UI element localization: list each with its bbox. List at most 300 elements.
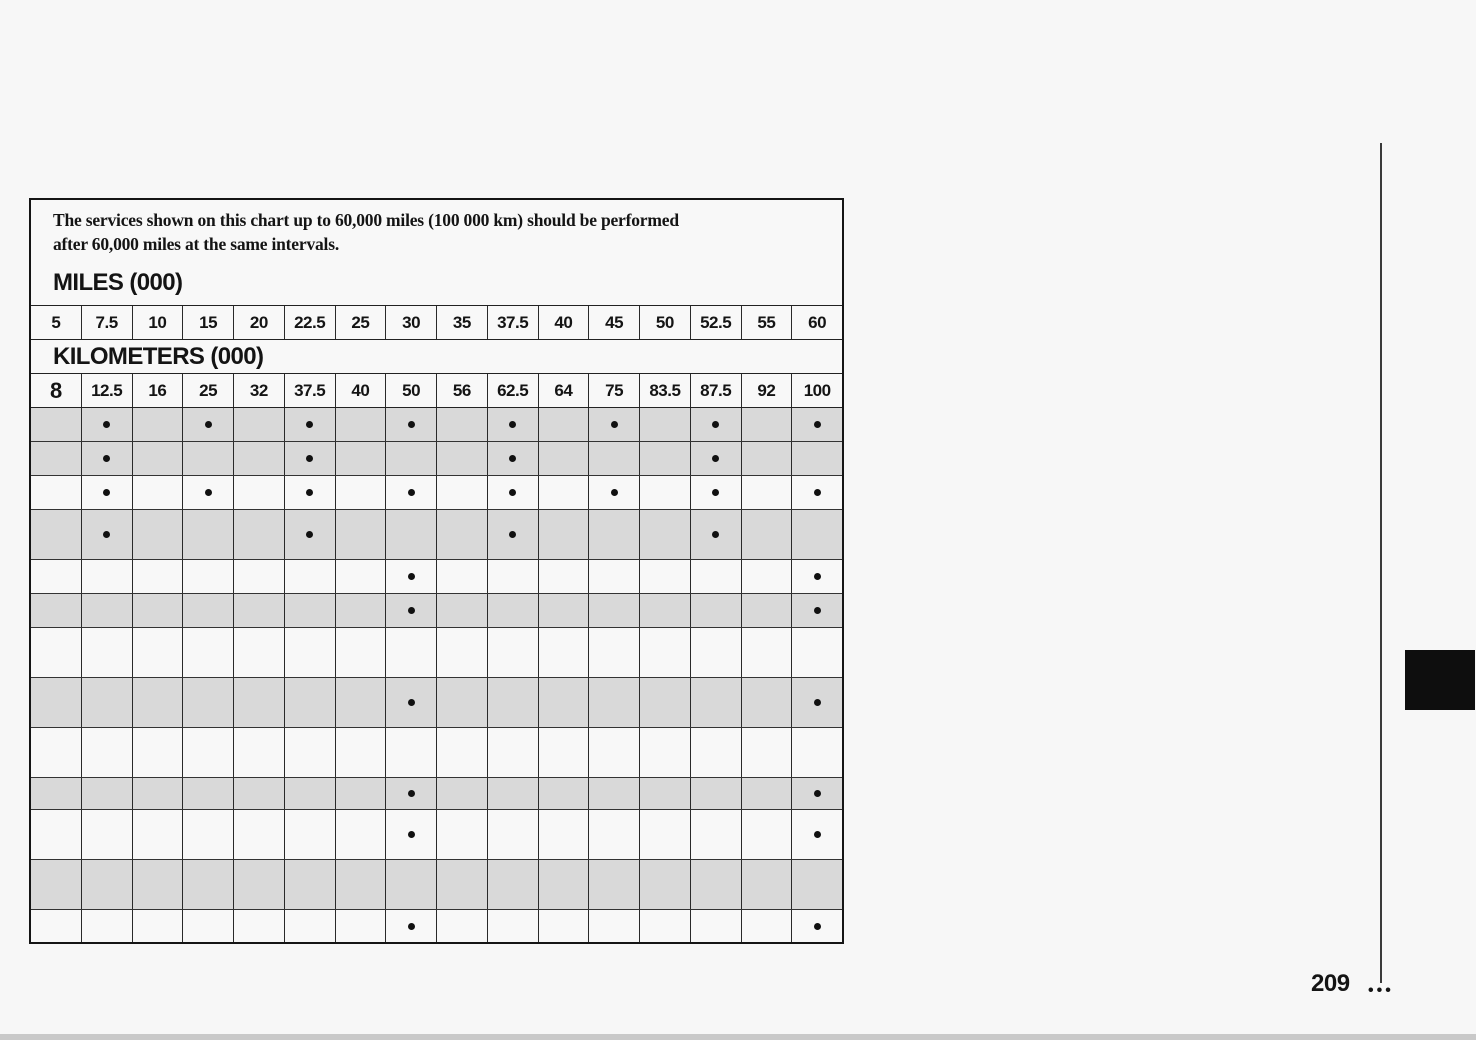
service-cell bbox=[690, 442, 741, 475]
service-cell bbox=[436, 442, 487, 475]
kilometers-interval-cell: 87.5 bbox=[690, 374, 741, 407]
service-cell bbox=[588, 910, 639, 942]
service-cell bbox=[791, 628, 842, 677]
kilometers-title-text: KILOMETERS (000) bbox=[53, 343, 264, 370]
service-required-dot bbox=[509, 489, 516, 496]
service-cell bbox=[791, 408, 842, 441]
service-row bbox=[31, 860, 842, 910]
service-cell bbox=[132, 560, 183, 593]
service-cell bbox=[182, 560, 233, 593]
service-cell bbox=[31, 910, 81, 942]
service-cell bbox=[233, 860, 284, 909]
service-cell bbox=[639, 910, 690, 942]
service-cell bbox=[436, 810, 487, 859]
service-cell bbox=[284, 810, 335, 859]
service-required-dot bbox=[103, 455, 110, 462]
service-cell bbox=[791, 560, 842, 593]
service-cell bbox=[588, 678, 639, 727]
service-cell bbox=[588, 594, 639, 627]
service-cell bbox=[487, 560, 538, 593]
service-cell bbox=[639, 594, 690, 627]
service-cell bbox=[284, 408, 335, 441]
page-number: 209 bbox=[1311, 970, 1350, 997]
service-required-dot bbox=[509, 455, 516, 462]
service-cell bbox=[31, 860, 81, 909]
service-required-dot bbox=[712, 489, 719, 496]
service-cell bbox=[81, 778, 132, 809]
service-cell bbox=[233, 408, 284, 441]
service-cell bbox=[487, 678, 538, 727]
service-cell bbox=[284, 860, 335, 909]
service-cell bbox=[81, 408, 132, 441]
service-cell bbox=[233, 476, 284, 509]
kilometers-interval-cell: 37.5 bbox=[284, 374, 335, 407]
service-cell bbox=[132, 910, 183, 942]
service-row bbox=[31, 678, 842, 728]
kilometers-title bbox=[31, 340, 842, 374]
service-cell bbox=[436, 560, 487, 593]
service-cell bbox=[284, 910, 335, 942]
service-cell bbox=[791, 442, 842, 475]
service-cell bbox=[741, 910, 792, 942]
kilometers-header-row bbox=[31, 374, 842, 408]
service-cell bbox=[690, 408, 741, 441]
service-cell bbox=[538, 510, 589, 559]
service-cell bbox=[284, 628, 335, 677]
service-cell bbox=[588, 476, 639, 509]
miles-interval-cell: 60 bbox=[791, 306, 842, 339]
service-cell bbox=[791, 510, 842, 559]
service-cell bbox=[385, 728, 436, 777]
service-cell bbox=[182, 778, 233, 809]
service-cell bbox=[81, 594, 132, 627]
service-cell bbox=[182, 408, 233, 441]
service-row bbox=[31, 628, 842, 678]
service-cell bbox=[385, 476, 436, 509]
service-cell bbox=[31, 628, 81, 677]
service-cell bbox=[791, 476, 842, 509]
service-cell bbox=[233, 778, 284, 809]
service-cell bbox=[487, 810, 538, 859]
service-cell bbox=[487, 510, 538, 559]
service-cell bbox=[791, 810, 842, 859]
service-cell bbox=[31, 810, 81, 859]
service-required-dot bbox=[712, 421, 719, 428]
kilometers-interval-cell: 64 bbox=[538, 374, 589, 407]
service-cell bbox=[182, 860, 233, 909]
service-cell bbox=[233, 728, 284, 777]
service-cell bbox=[284, 476, 335, 509]
service-cell bbox=[182, 510, 233, 559]
service-cell bbox=[284, 778, 335, 809]
miles-interval-cell: 10 bbox=[132, 306, 183, 339]
service-cell bbox=[690, 678, 741, 727]
service-cell bbox=[335, 442, 386, 475]
miles-interval-cell: 30 bbox=[385, 306, 436, 339]
service-cell bbox=[741, 778, 792, 809]
miles-interval-cell: 7.5 bbox=[81, 306, 132, 339]
service-cell bbox=[132, 678, 183, 727]
service-required-dot bbox=[408, 923, 415, 930]
service-cell bbox=[690, 910, 741, 942]
service-cell bbox=[385, 442, 436, 475]
kilometers-interval-cell: 62.5 bbox=[487, 374, 538, 407]
service-cell bbox=[385, 860, 436, 909]
service-row bbox=[31, 778, 842, 810]
service-cell bbox=[31, 728, 81, 777]
service-row bbox=[31, 442, 842, 476]
service-cell bbox=[182, 728, 233, 777]
miles-title bbox=[31, 252, 842, 306]
service-row bbox=[31, 560, 842, 594]
service-cell bbox=[233, 628, 284, 677]
service-cell bbox=[81, 910, 132, 942]
service-cell bbox=[639, 476, 690, 509]
service-cell bbox=[588, 510, 639, 559]
service-required-dot bbox=[408, 831, 415, 838]
service-cell bbox=[284, 560, 335, 593]
service-cell bbox=[588, 778, 639, 809]
service-cell bbox=[385, 594, 436, 627]
service-cell bbox=[31, 510, 81, 559]
service-cell bbox=[233, 510, 284, 559]
service-cell bbox=[487, 594, 538, 627]
service-cell bbox=[538, 628, 589, 677]
service-required-dot bbox=[611, 421, 618, 428]
service-cell bbox=[436, 476, 487, 509]
service-cell bbox=[31, 560, 81, 593]
kilometers-interval-cell: 8 bbox=[50, 377, 62, 403]
service-cell bbox=[335, 560, 386, 593]
kilometers-interval-cell: 32 bbox=[233, 374, 284, 407]
miles-title-text: MILES (000) bbox=[53, 269, 183, 296]
service-cell bbox=[639, 728, 690, 777]
service-cell bbox=[385, 910, 436, 942]
service-cell bbox=[81, 678, 132, 727]
service-cell bbox=[538, 810, 589, 859]
service-cell bbox=[335, 678, 386, 727]
service-required-dot bbox=[712, 531, 719, 538]
service-cell bbox=[741, 860, 792, 909]
service-cell bbox=[436, 728, 487, 777]
service-required-dot bbox=[611, 489, 618, 496]
service-cell bbox=[81, 560, 132, 593]
service-cell bbox=[182, 910, 233, 942]
kilometers-interval-cell: 25 bbox=[182, 374, 233, 407]
service-cell bbox=[588, 560, 639, 593]
service-cell bbox=[436, 860, 487, 909]
service-cell bbox=[791, 860, 842, 909]
service-cell bbox=[588, 628, 639, 677]
service-cell bbox=[182, 476, 233, 509]
service-cell bbox=[741, 442, 792, 475]
service-required-dot bbox=[408, 607, 415, 614]
service-required-dot bbox=[814, 831, 821, 838]
service-cell bbox=[385, 778, 436, 809]
kilometers-interval-cell: 12.5 bbox=[81, 374, 132, 407]
service-cell bbox=[791, 678, 842, 727]
miles-interval-cell: 5 bbox=[51, 312, 61, 332]
service-cell bbox=[741, 408, 792, 441]
service-cell bbox=[436, 678, 487, 727]
service-cell bbox=[132, 860, 183, 909]
service-cell bbox=[385, 408, 436, 441]
service-cell bbox=[284, 510, 335, 559]
service-cell bbox=[487, 778, 538, 809]
service-cell bbox=[385, 560, 436, 593]
service-cell bbox=[639, 628, 690, 677]
service-cell bbox=[81, 442, 132, 475]
service-cell bbox=[791, 910, 842, 942]
service-row bbox=[31, 910, 842, 942]
service-cell bbox=[639, 778, 690, 809]
service-cell bbox=[132, 476, 183, 509]
service-cell bbox=[284, 728, 335, 777]
miles-interval-cell: 55 bbox=[741, 306, 792, 339]
service-cell bbox=[791, 594, 842, 627]
page-continuation-dots: ••• bbox=[1368, 982, 1394, 999]
service-cell bbox=[132, 510, 183, 559]
service-cell bbox=[436, 408, 487, 441]
service-required-dot bbox=[509, 531, 516, 538]
service-cell bbox=[233, 560, 284, 593]
service-cell bbox=[132, 408, 183, 441]
service-cell bbox=[335, 628, 386, 677]
service-row bbox=[31, 510, 842, 560]
service-required-dot bbox=[205, 421, 212, 428]
intro-line-2: after 60,000 miles at the same intervals. bbox=[53, 234, 339, 254]
miles-interval-cell: 15 bbox=[182, 306, 233, 339]
service-cell bbox=[335, 860, 386, 909]
service-required-dot bbox=[814, 607, 821, 614]
service-required-dot bbox=[814, 923, 821, 930]
service-cell bbox=[487, 728, 538, 777]
service-cell bbox=[81, 860, 132, 909]
service-cell bbox=[31, 594, 81, 627]
service-cell bbox=[132, 778, 183, 809]
service-cell bbox=[81, 728, 132, 777]
service-cell bbox=[132, 728, 183, 777]
service-cell bbox=[690, 778, 741, 809]
service-cell bbox=[538, 442, 589, 475]
service-cell bbox=[588, 442, 639, 475]
service-row bbox=[31, 594, 842, 628]
kilometers-interval-cell: 100 bbox=[791, 374, 842, 407]
service-cell bbox=[182, 810, 233, 859]
service-required-dot bbox=[306, 531, 313, 538]
kilometers-interval-cell: 50 bbox=[385, 374, 436, 407]
service-required-dot bbox=[306, 455, 313, 462]
service-cell bbox=[335, 408, 386, 441]
service-required-dot bbox=[509, 421, 516, 428]
service-cell bbox=[182, 594, 233, 627]
service-cell bbox=[81, 628, 132, 677]
service-cell bbox=[639, 810, 690, 859]
service-cell bbox=[639, 510, 690, 559]
service-cell bbox=[538, 678, 589, 727]
service-required-dot bbox=[103, 421, 110, 428]
service-cell bbox=[233, 678, 284, 727]
service-cell bbox=[741, 728, 792, 777]
service-row bbox=[31, 810, 842, 860]
service-cell bbox=[588, 860, 639, 909]
service-cell bbox=[284, 594, 335, 627]
service-cell bbox=[335, 510, 386, 559]
service-cell bbox=[182, 442, 233, 475]
service-cell bbox=[538, 778, 589, 809]
section-tab-marker bbox=[1405, 650, 1475, 710]
kilometers-interval-cell: 75 bbox=[588, 374, 639, 407]
service-required-dot bbox=[408, 489, 415, 496]
service-cell bbox=[335, 476, 386, 509]
miles-interval-cell: 25 bbox=[335, 306, 386, 339]
service-cell bbox=[284, 442, 335, 475]
service-cell bbox=[791, 778, 842, 809]
service-cell bbox=[31, 678, 81, 727]
service-cell bbox=[436, 594, 487, 627]
service-cell bbox=[436, 628, 487, 677]
service-cell bbox=[487, 910, 538, 942]
service-cell bbox=[487, 408, 538, 441]
service-cell bbox=[690, 810, 741, 859]
service-cell bbox=[335, 728, 386, 777]
service-cell bbox=[588, 408, 639, 441]
service-cell bbox=[233, 810, 284, 859]
miles-interval-cell: 50 bbox=[639, 306, 690, 339]
service-cell bbox=[132, 594, 183, 627]
service-cell bbox=[487, 442, 538, 475]
service-required-dot bbox=[408, 421, 415, 428]
kilometers-interval-cell: 83.5 bbox=[639, 374, 690, 407]
service-required-dot bbox=[103, 531, 110, 538]
service-cell bbox=[31, 476, 81, 509]
service-cell bbox=[690, 476, 741, 509]
miles-header-row bbox=[31, 306, 842, 340]
service-cell bbox=[233, 910, 284, 942]
service-cell bbox=[639, 408, 690, 441]
service-required-dot bbox=[814, 421, 821, 428]
service-cell bbox=[487, 628, 538, 677]
service-cell bbox=[132, 628, 183, 677]
service-cell bbox=[690, 728, 741, 777]
service-cell bbox=[639, 860, 690, 909]
service-cell bbox=[385, 510, 436, 559]
service-cell bbox=[741, 810, 792, 859]
service-cell bbox=[690, 628, 741, 677]
service-required-dot bbox=[408, 790, 415, 797]
service-rows bbox=[31, 408, 842, 942]
service-cell bbox=[81, 510, 132, 559]
service-required-dot bbox=[306, 489, 313, 496]
service-cell bbox=[81, 476, 132, 509]
kilometers-interval-cell: 16 bbox=[132, 374, 183, 407]
service-cell bbox=[182, 678, 233, 727]
service-cell bbox=[132, 810, 183, 859]
service-cell bbox=[741, 628, 792, 677]
service-cell bbox=[588, 728, 639, 777]
service-required-dot bbox=[712, 455, 719, 462]
service-cell bbox=[385, 678, 436, 727]
service-required-dot bbox=[408, 573, 415, 580]
chart-intro-text bbox=[31, 200, 842, 252]
service-cell bbox=[690, 560, 741, 593]
kilometers-interval-cell: 40 bbox=[335, 374, 386, 407]
service-cell bbox=[233, 442, 284, 475]
maintenance-schedule-chart bbox=[29, 198, 844, 944]
service-cell bbox=[538, 594, 589, 627]
service-cell bbox=[487, 476, 538, 509]
service-cell bbox=[639, 442, 690, 475]
service-cell bbox=[335, 778, 386, 809]
kilometers-interval-cell: 56 bbox=[436, 374, 487, 407]
service-cell bbox=[690, 510, 741, 559]
service-cell bbox=[31, 778, 81, 809]
service-cell bbox=[335, 910, 386, 942]
service-cell bbox=[81, 810, 132, 859]
service-required-dot bbox=[408, 699, 415, 706]
service-cell bbox=[538, 728, 589, 777]
miles-interval-cell: 40 bbox=[538, 306, 589, 339]
service-cell bbox=[690, 594, 741, 627]
service-cell bbox=[741, 476, 792, 509]
service-cell bbox=[233, 594, 284, 627]
service-cell bbox=[436, 778, 487, 809]
miles-interval-cell: 37.5 bbox=[487, 306, 538, 339]
service-cell bbox=[741, 594, 792, 627]
service-cell bbox=[538, 910, 589, 942]
service-cell bbox=[538, 476, 589, 509]
service-cell bbox=[588, 810, 639, 859]
service-cell bbox=[436, 510, 487, 559]
miles-interval-cell: 45 bbox=[588, 306, 639, 339]
service-row bbox=[31, 476, 842, 510]
service-cell bbox=[538, 560, 589, 593]
service-required-dot bbox=[205, 489, 212, 496]
service-cell bbox=[436, 910, 487, 942]
service-cell bbox=[31, 442, 81, 475]
miles-interval-cell: 20 bbox=[233, 306, 284, 339]
service-required-dot bbox=[814, 489, 821, 496]
service-cell bbox=[385, 628, 436, 677]
service-required-dot bbox=[814, 790, 821, 797]
miles-interval-cell: 35 bbox=[436, 306, 487, 339]
service-cell bbox=[487, 860, 538, 909]
service-row bbox=[31, 728, 842, 778]
service-cell bbox=[182, 628, 233, 677]
intro-line-1: The services shown on this chart up to 60,000 miles (100 000 km) should be performed bbox=[53, 210, 679, 230]
page-margin-line bbox=[1380, 143, 1382, 983]
service-cell bbox=[538, 860, 589, 909]
service-required-dot bbox=[814, 699, 821, 706]
service-row bbox=[31, 408, 842, 442]
service-cell bbox=[31, 408, 81, 441]
kilometers-interval-cell: 92 bbox=[741, 374, 792, 407]
service-cell bbox=[132, 442, 183, 475]
service-cell bbox=[690, 860, 741, 909]
bottom-scan-edge bbox=[0, 1034, 1476, 1040]
miles-interval-cell: 22.5 bbox=[284, 306, 335, 339]
service-cell bbox=[639, 560, 690, 593]
service-cell bbox=[335, 810, 386, 859]
service-cell bbox=[538, 408, 589, 441]
service-required-dot bbox=[306, 421, 313, 428]
service-cell bbox=[741, 510, 792, 559]
service-cell bbox=[284, 678, 335, 727]
service-cell bbox=[639, 678, 690, 727]
service-cell bbox=[741, 560, 792, 593]
service-cell bbox=[741, 678, 792, 727]
service-cell bbox=[791, 728, 842, 777]
